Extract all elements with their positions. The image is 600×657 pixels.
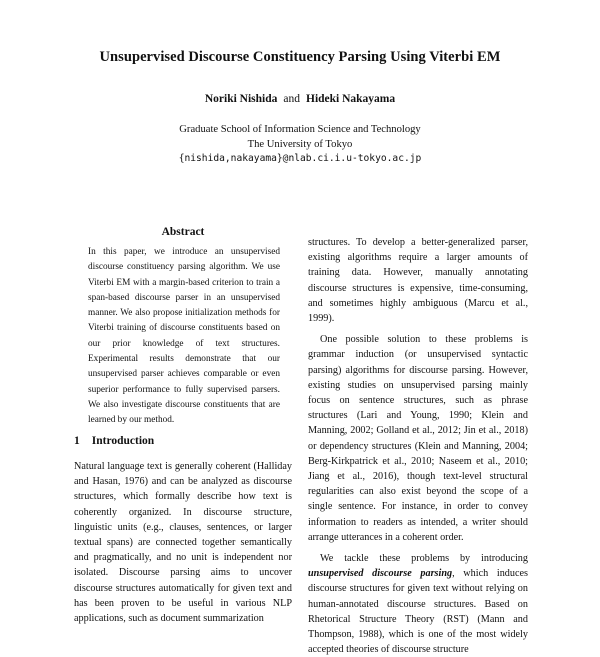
paragraph-text: We tackle these problems by introducing [320, 553, 528, 565]
right-paragraph-3 [308, 551, 528, 657]
section-heading-introduction [74, 435, 154, 447]
author-conjunction: and [283, 93, 300, 105]
section-number: 1 [74, 435, 80, 447]
paragraph-text: , which induces discourse structures for given text without relying on human-annotated discourse structures. Based on Rhetorical Structure Theory (RST) (Mann and Thompson, 1988), which is one of the most widely accepted theories of discourse structure [308, 568, 528, 656]
abstract-heading: Abstract [161, 226, 205, 238]
right-paragraph-1: structures. To develop a better-generalized parser, existing algorithms require a larger amounts of training data. However, manually annotating discourse structures is expensive, time-consuming, and sometimes highly ambiguous (Marcu et al., 1999). [308, 237, 528, 325]
author-name: Hideki Nakayama [306, 93, 396, 105]
right-paragraph-2: One possible solution to these problems is grammar induction (or unsupervised syntactic parsing) algorithms for discourse parsing. However, existing studies on unsupervised parsing mainly focus on sentence structures, such as phrase structures (Lari and Young, 1990; Klein and Manning, 2002; Golland et al., 2012; Jin et al., 2018) or dependency structures (Klein and Manning, 2004; Berg-Kirkpatrick et al., 2010; Naseem et al., 2010; Jiang et al., 2016), though text-level structural regularities can also exist beyond the scope of a single sentence. For instance, in order to convey information to readers as intended, a writer should arrange utterances in a coherent order. [308, 334, 528, 543]
author-name: Noriki Nishida [204, 93, 278, 105]
introduction-left-paragraph: Natural language text is generally coherent (Halliday and Hasan, 1976) and can be analyzed as discourse structures, which formally describe how text is coherently organized. In discourse structure, linguistic units (e.g., clauses, sentences, or larger textual spans) are connected together semantically and pragmatically, and no unit is independent nor isolated. Discourse parsing aims to uncover discourse structures automatically for given text and has been proven to be useful in various NLP applications, such as document summarization [74, 461, 292, 625]
affiliation-school: Graduate School of Information Science and Technology [179, 124, 421, 135]
author-line [0, 93, 600, 105]
emphasized-term: unsupervised discourse parsing [308, 568, 453, 580]
paper-title: Unsupervised Discourse Constituency Parsing Using Viterbi EM [99, 49, 501, 65]
abstract-text: In this paper, we introduce an unsupervised discourse constituency parsing algorithm. We use Viterbi EM with a margin-based criterion to train a span-based discourse parser in an unsupervised manner. We also propose initialization methods for Viterbi training of discourse constituents based on our prior knowledge of text structures. Experimental results demonstrate that our unsupervised parser achieves comparable or even superior performance to fully supervised parsers. We also investigate discourse constituents that are learned by our method. [88, 247, 280, 426]
right-column [308, 235, 528, 656]
affiliation-university: The University of Tokyo [247, 139, 353, 150]
section-title: Introduction [91, 435, 155, 447]
author-email: {nishida,nakayama}@nlab.ci.i.u-tokyo.ac.jp [178, 153, 422, 164]
